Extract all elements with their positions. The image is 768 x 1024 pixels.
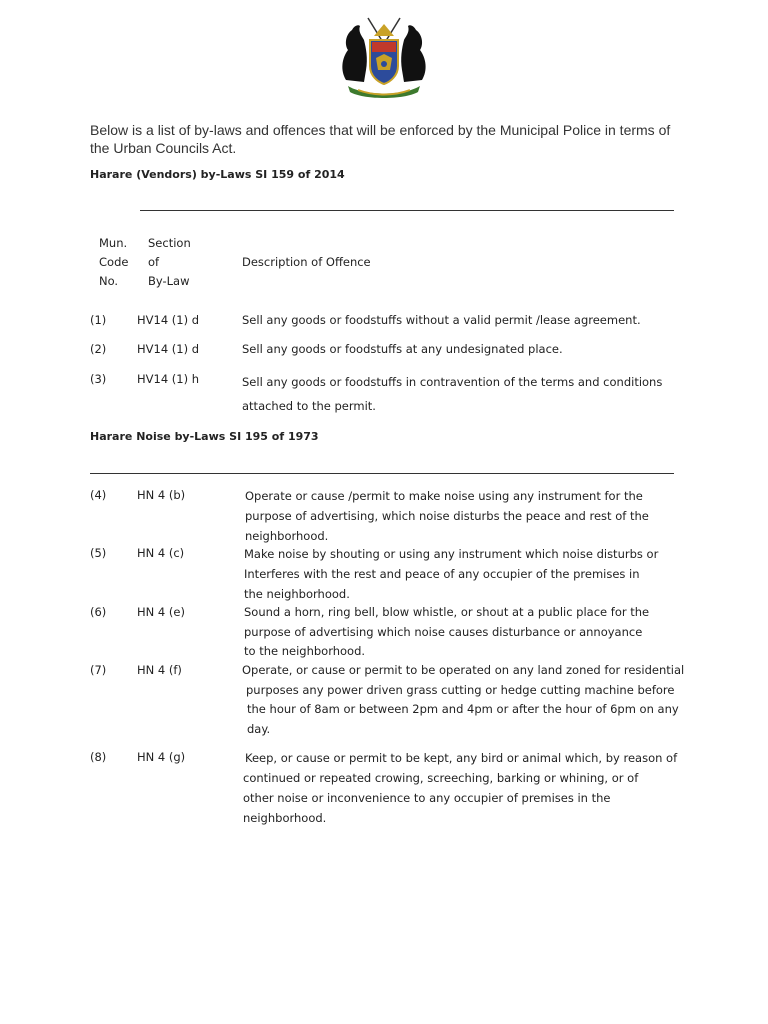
description-line: attached to the permit. xyxy=(242,399,376,413)
row-description xyxy=(242,661,684,739)
row-code: HV14 (1) d xyxy=(137,342,200,356)
row-number: (7) xyxy=(90,663,107,677)
intro-text: Below is a list of by-laws and offences that will be enforced by the Municipal Police in terms of the Urban Councils Act. xyxy=(90,122,671,156)
row-code: HV14 (1) h xyxy=(137,372,200,386)
description-line: other noise or inconvenience to any occupier of premises in the xyxy=(243,791,611,805)
row-description xyxy=(244,603,649,662)
section-heading-vendors: Harare (Vendors) by-Laws SI 159 of 2014 xyxy=(90,168,345,181)
row-number: (8) xyxy=(90,750,107,764)
row-code: HN 4 (c) xyxy=(137,546,185,560)
row-number: (1) xyxy=(90,313,107,327)
column-header-section xyxy=(148,234,191,291)
description-line: neighborhood. xyxy=(245,529,329,543)
header-line: of xyxy=(148,255,160,269)
description-line: Sound a horn, ring bell, blow whistle, or shout at a public place for the xyxy=(244,605,650,619)
description-line: to the neighborhood. xyxy=(244,644,366,658)
column-header-code xyxy=(99,234,128,291)
description-line: Operate, or cause or permit to be operated on any land zoned for residential xyxy=(242,663,685,677)
row-code: HN 4 (f) xyxy=(137,663,182,677)
row-number: (5) xyxy=(90,546,107,560)
column-header-description: Description of Offence xyxy=(242,255,371,269)
header-line: By-Law xyxy=(148,274,190,288)
description-line: continued or repeated crowing, screeching, barking or whining, or of xyxy=(243,771,639,785)
description-line: the neighborhood. xyxy=(244,587,350,601)
row-number: (4) xyxy=(90,488,107,502)
description-line: day. xyxy=(247,721,271,736)
description-line: purposes any power driven grass cutting or hedge cutting machine before xyxy=(246,682,675,697)
row-description xyxy=(244,544,658,604)
row-description xyxy=(242,340,563,359)
description-line: neighborhood. xyxy=(243,811,327,825)
description-line: Operate or cause /permit to make noise using any instrument for the xyxy=(245,489,643,503)
description-line: Keep, or cause or permit to be kept, any bird or animal which, by reason of xyxy=(245,751,678,765)
coat-of-arms-logo xyxy=(334,10,434,102)
description-line: Interferes with the rest and peace of any occupier of the premises in xyxy=(244,567,640,581)
row-description xyxy=(242,370,662,418)
row-number: (3) xyxy=(90,372,107,386)
row-code: HN 4 (b) xyxy=(137,488,186,502)
row-code: HN 4 (g) xyxy=(137,750,186,764)
description-line: purpose of advertising which noise causes disturbance or annoyance xyxy=(244,624,643,639)
header-line: Mun. xyxy=(99,236,128,250)
divider-rule xyxy=(140,210,674,211)
header-line: Code xyxy=(99,255,129,269)
section-heading-noise: Harare Noise by-Laws SI 195 of 1973 xyxy=(90,430,319,443)
description-line: Sell any goods or foodstuffs without a valid permit /lease agreement. xyxy=(242,313,641,327)
row-description xyxy=(245,486,649,546)
row-code: HV14 (1) d xyxy=(137,313,200,327)
description-line: Make noise by shouting or using any instrument which noise disturbs or xyxy=(244,547,659,561)
description-line: the hour of 8am or between 2pm and 4pm or after the hour of 6pm on any xyxy=(247,702,679,716)
description-line: Sell any goods or foodstuffs in contravention of the terms and conditions xyxy=(242,375,663,389)
header-line: Section xyxy=(148,236,191,250)
row-description xyxy=(242,311,641,330)
row-code: HN 4 (e) xyxy=(137,605,185,619)
row-number: (2) xyxy=(90,342,107,356)
row-description xyxy=(243,748,677,828)
coat-of-arms-icon xyxy=(334,10,434,102)
description-line: purpose of advertising, which noise disturbs the peace and rest of the xyxy=(245,509,649,523)
header-line: No. xyxy=(99,274,119,288)
row-number: (6) xyxy=(90,605,107,619)
divider-rule xyxy=(90,473,674,474)
description-line: Sell any goods or foodstuffs at any undesignated place. xyxy=(242,342,563,356)
